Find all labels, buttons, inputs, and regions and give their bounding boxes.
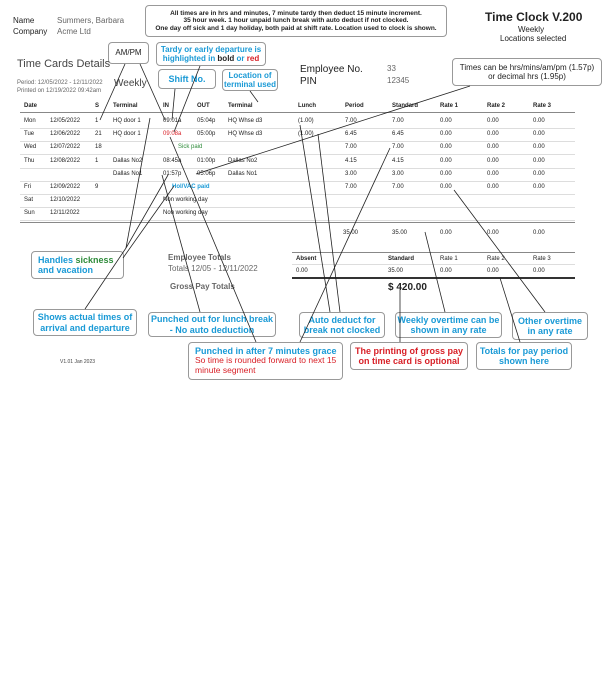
row-3-period: 4.15 (345, 157, 357, 164)
row-6-day: Sat (24, 197, 34, 204)
report-view: Weekly (114, 78, 147, 89)
row-1-out: 05:00p (197, 131, 216, 138)
col-rate2-header: Rate 2 (487, 103, 506, 109)
row-2-day: Wed (24, 144, 37, 151)
row-0-s: 1 (95, 118, 99, 124)
callout-tardy-red: red (246, 54, 260, 63)
row-4-r3: 0.00 (533, 170, 545, 177)
col-shift-header: S (95, 103, 100, 109)
row-4-period: 3.00 (345, 170, 357, 177)
row-5-r2: 0.00 (487, 184, 499, 190)
row-2-s: 18 (95, 144, 102, 151)
col-terminal-header: Terminal (113, 103, 138, 109)
row-4-terminal2: Dallas No1 (228, 170, 258, 177)
row-4-in: 01:57p (163, 170, 182, 177)
row-3-r1: 0.00 (440, 157, 452, 164)
summary-standard-label: Standard (388, 256, 415, 262)
pin-value: 12345 (387, 76, 410, 85)
callout-totals-period: Totals for pay period shown here (476, 342, 572, 370)
row-7-day: Sun (24, 210, 35, 217)
row-3-terminal2: Dallas No2 (228, 157, 258, 164)
total-rate3: 0.00 (533, 230, 545, 236)
col-period-header: Period (345, 103, 364, 109)
app-subtitle-locations: Locations selected (500, 34, 567, 43)
row-0-day: Mon (24, 118, 36, 124)
callout-weekly-overtime: Weekly overtime can be shown in any rate (395, 312, 502, 338)
row-1-r3: 0.00 (533, 131, 545, 138)
top-note-line2: 35 hour week. 1 hour unpaid lunch break with auto deduct if not clocked. (183, 17, 409, 25)
total-rate1: 0.00 (440, 230, 452, 236)
callout-location: Location of terminal used (223, 70, 276, 89)
company-value: Acme Ltd (57, 27, 91, 36)
row-7-in: Non working day (163, 210, 208, 217)
summary-rate2: 0.00 (487, 268, 499, 274)
row-0-out: 05:04p (197, 118, 216, 124)
row-0-r1: 0.00 (440, 118, 452, 124)
summary-absent: 0.00 (296, 268, 308, 274)
row-0-terminal2: HQ Whse d3 (228, 118, 263, 124)
summary-rate2-label: Rate 2 (487, 256, 505, 262)
callout-tardy-text: highlighted in (162, 54, 218, 63)
row-0-r3: 0.00 (533, 118, 545, 124)
callout-actual-times: Shows actual times of arrival and departure (33, 309, 137, 336)
col-lunch-header: Lunch (298, 103, 316, 109)
version-label: V1.01 Jan 2023 (60, 359, 96, 365)
row-1-day: Tue (24, 131, 35, 138)
row-5-date: 12/09/2022 (50, 184, 81, 190)
employee-totals-title: Employee Totals (168, 253, 231, 262)
row-4-out: 05:06p (197, 170, 216, 177)
top-note-line3: One day off sick and 1 day holiday, both paid at shift rate. Location used to clock is shown. (155, 24, 437, 32)
row-1-terminal: HQ door 1 (113, 131, 141, 138)
ampm-label: AM/PM (108, 42, 149, 64)
row-0-date: 12/05/2022 (50, 118, 81, 124)
callout-times-format: Times can be hrs/mins/am/pm (1.57p) or decimal hrs (1.95p) (452, 58, 602, 86)
row-2-r1: 0.00 (440, 144, 452, 151)
row-3-date: 12/08/2022 (50, 157, 81, 164)
employee-no-value: 33 (387, 64, 396, 73)
name-value: Summers, Barbara (57, 16, 125, 25)
col-out-header: OUT (197, 103, 210, 109)
total-rate2: 0.00 (487, 230, 499, 236)
gross-pay-label: Gross Pay Totals (170, 282, 235, 291)
callout-other-overtime: Other overtime in any rate (512, 312, 588, 340)
row-1-date: 12/06/2022 (50, 131, 81, 138)
row-1-lunch: (1.00) (298, 131, 314, 138)
callout-sickness-line2: and vacation (38, 265, 94, 275)
callout-tardy-or: or (234, 54, 247, 63)
row-5-period: 7.00 (345, 184, 357, 190)
app-subtitle-weekly: Weekly (518, 25, 545, 34)
row-1-r1: 0.00 (440, 131, 452, 138)
top-note-line1: All times are in hrs and minutes, 7 minute tardy then deduct 15 minute increment. (170, 9, 422, 17)
col-in-header: IN (163, 103, 169, 109)
row-6-date: 12/10/2022 (50, 197, 81, 204)
summary-rate1-label: Rate 1 (440, 256, 458, 262)
row-1-s: 21 (95, 131, 102, 138)
name-label: Name (13, 16, 35, 25)
row-7-date: 12/11/2022 (50, 210, 80, 217)
row-3-day: Thu (24, 157, 35, 164)
summary-rate1: 0.00 (440, 268, 452, 274)
row-5-r3: 0.00 (533, 184, 545, 190)
row-0-period: 7.00 (345, 118, 357, 124)
row-3-in: 08:45a (163, 157, 182, 164)
arrow-lines (85, 64, 545, 342)
callout-grace-line1: Punched in after 7 minutes grace (195, 346, 337, 357)
row-0-terminal: HQ door 1 (113, 118, 141, 124)
row-2-date: 12/07/2022 (50, 144, 81, 151)
row-4-r2: 0.00 (487, 170, 499, 177)
employee-no-label: Employee No. (300, 64, 363, 75)
row-3-out: 01:00p (197, 157, 216, 164)
row-5-s: 9 (95, 184, 99, 190)
col-rate1-header: Rate 1 (440, 103, 459, 109)
row-5-in: Hol/VAC paid (172, 184, 210, 190)
row-1-terminal2: HQ Whse d3 (228, 131, 263, 138)
callout-tardy-line1: Tardy or early departure is (160, 44, 262, 54)
row-4-terminal: Dallas No1 (113, 170, 143, 177)
callout-grace-line2: So time is rounded forward to next 15 minute segment (195, 355, 337, 376)
row-1-standard: 6.45 (392, 131, 404, 138)
col-terminal2-header: Terminal (228, 103, 253, 109)
callout-sickness-green: sickness (75, 254, 114, 265)
row-2-period: 7.00 (345, 144, 357, 151)
row-1-in: 09:08a (163, 131, 182, 138)
callout-tardy-bold: bold (217, 54, 235, 63)
row-1-period: 6.45 (345, 131, 357, 138)
report-title: Time Cards Details (17, 58, 111, 70)
row-0-in: 09:01a (163, 118, 182, 124)
summary-rate3: 0.00 (533, 268, 545, 274)
row-3-r3: 0.00 (533, 157, 545, 164)
row-6-in: Non working day (163, 197, 208, 204)
callout-sickness-text: Handles (38, 254, 76, 265)
total-period: 35.00 (343, 230, 359, 236)
row-2-in: Sick paid (178, 144, 203, 151)
callout-lunch-out: Punched out for lunch break - No auto deduction (148, 312, 276, 337)
employee-totals-range: Totals 12/05 - 12/11/2022 (168, 264, 258, 273)
app-title: Time Clock V.200 (485, 10, 583, 24)
report-period: Period: 12/05/2022 - 12/11/2022 (17, 80, 103, 86)
row-5-standard: 7.00 (392, 184, 404, 190)
summary-standard: 35.00 (388, 268, 404, 274)
col-standard-header: Standard (392, 103, 419, 109)
callout-shift: Shift No. (158, 69, 216, 89)
col-rate3-header: Rate 3 (533, 103, 552, 109)
row-2-r2: 0.00 (487, 144, 499, 151)
row-3-terminal: Dallas No2 (113, 157, 143, 164)
total-standard: 35.00 (392, 230, 408, 236)
callout-gross-optional: The printing of gross pay on time card is optional (350, 342, 468, 370)
callout-auto-deduct: Auto deduct for break not clocked (299, 312, 385, 338)
row-2-r3: 0.00 (533, 144, 545, 151)
row-0-lunch: (1.00) (298, 118, 314, 124)
gross-pay-value: $ 420.00 (388, 282, 427, 293)
col-date-header: Date (24, 103, 38, 109)
summary-absent-label: Absent (296, 256, 317, 262)
row-3-r2: 0.00 (487, 157, 499, 164)
row-4-r1: 0.00 (440, 170, 452, 177)
row-0-standard: 7.00 (392, 118, 404, 124)
report-printed: Printed on 12/19/2022 09:42am (17, 88, 102, 94)
row-4-standard: 3.00 (392, 170, 404, 177)
summary-rate3-label: Rate 3 (533, 256, 551, 262)
row-2-standard: 7.00 (392, 144, 404, 151)
row-1-r2: 0.00 (487, 131, 499, 138)
pin-label: PIN (300, 76, 317, 87)
row-5-r1: 0.00 (440, 184, 452, 190)
row-3-standard: 4.15 (392, 157, 404, 164)
row-5-day: Fri (24, 184, 31, 190)
row-0-r2: 0.00 (487, 118, 499, 124)
company-label: Company (13, 27, 48, 36)
row-3-s: 1 (95, 157, 99, 164)
